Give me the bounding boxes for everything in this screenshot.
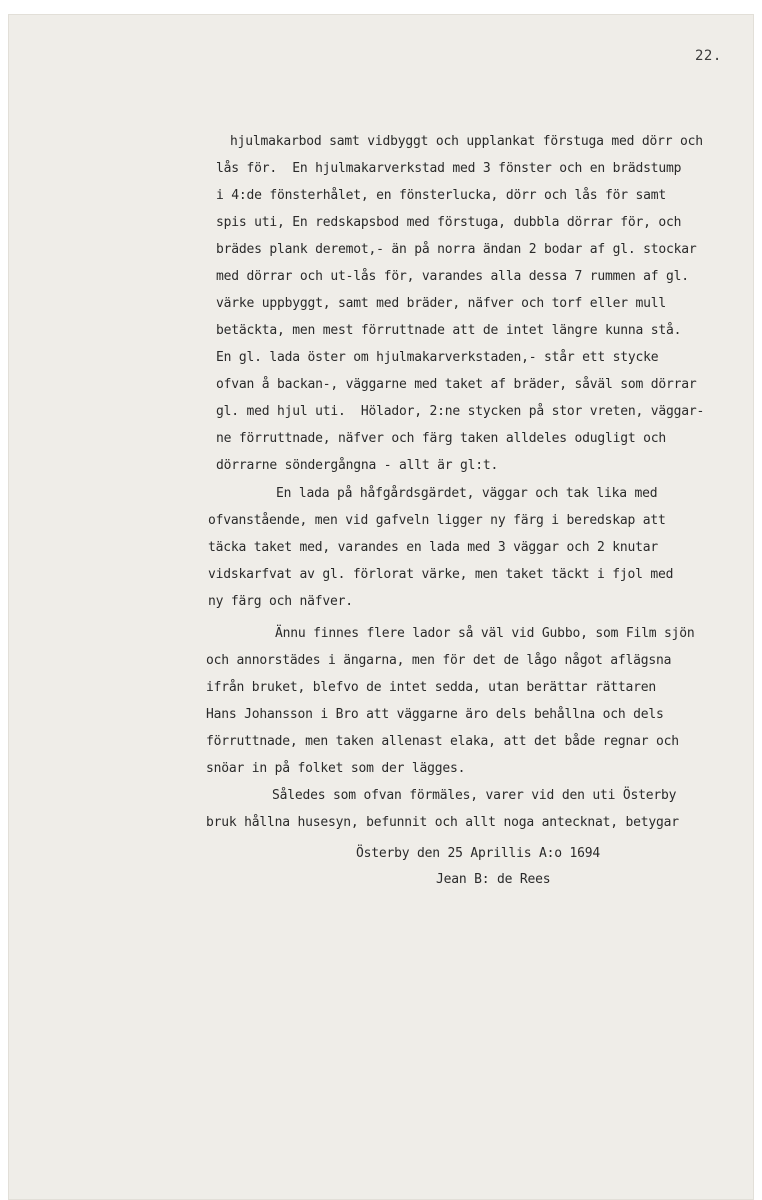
text-line: gl. med hjul uti. Hölador, 2:ne stycken på stor vreten, väggar- [216,404,705,419]
signature: Jean B: de Rees [436,872,551,887]
text-line: värke uppbyggt, samt med bräder, näfver och torf eller mull [216,296,666,311]
text-line: och annorstädes i ängarna, men för det de lågo något aflägsna [206,653,672,668]
text-line: Således som ofvan förmäles, varer vid den uti Österby [272,788,677,803]
text-line: täcka taket med, varandes en lada med 3 väggar och 2 knutar [208,540,658,555]
text-line: förruttnade, men taken allenast elaka, att det både regnar och [206,734,679,749]
text-line: ny färg och näfver. [208,594,353,609]
text-line: ofvanstående, men vid gafveln ligger ny färg i beredskap att [208,513,666,528]
text-line: En lada på håfgårdsgärdet, väggar och tak lika med [276,486,658,501]
text-line: dörrarne söndergångna - allt är gl:t. [216,458,499,473]
text-line: vidskarfvat av gl. förlorat värke, men taket täckt i fjol med [208,567,674,582]
text-line: brädes plank deremot,- än på norra ändan 2 bodar af gl. stockar [216,242,697,257]
text-line: betäckta, men mest förruttnade att de intet längre kunna stå. [216,323,682,338]
text-line: En gl. lada öster om hjulmakarverkstaden,- står ett stycke [216,350,659,365]
text-line: Ännu finnes flere lador så väl vid Gubbo, som Film sjön [275,626,695,641]
text-line: bruk hållna husesyn, befunnit och allt noga antecknat, betygar [206,815,679,830]
place-date: Österby den 25 Aprillis A:o 1694 [356,846,601,861]
text-line: snöar in på folket som der lägges. [206,761,466,776]
text-line: med dörrar och ut-lås för, varandes alla dessa 7 rummen af gl. [216,269,689,284]
text-line: ne förruttnade, näfver och färg taken alldeles odugligt och [216,431,666,446]
document-page [8,14,754,1200]
text-line: spis uti, En redskapsbod med förstuga, dubbla dörrar för, och [216,215,682,230]
text-line: ifrån bruket, blefvo de intet sedda, utan berättar rättaren [206,680,656,695]
page-number: 22. [695,48,722,64]
text-line: lås för. En hjulmakarverkstad med 3 fönster och en brädstump [216,161,682,176]
text-line: hjulmakarbod samt vidbyggt och upplankat förstuga med dörr och [230,134,703,149]
text-line: ofvan å backan-, väggarne med taket af bräder, såväl som dörrar [216,377,697,392]
text-line: i 4:de fönsterhålet, en fönsterlucka, dörr och lås för samt [216,188,666,203]
text-line: Hans Johansson i Bro att väggarne äro dels behållna och dels [206,707,664,722]
